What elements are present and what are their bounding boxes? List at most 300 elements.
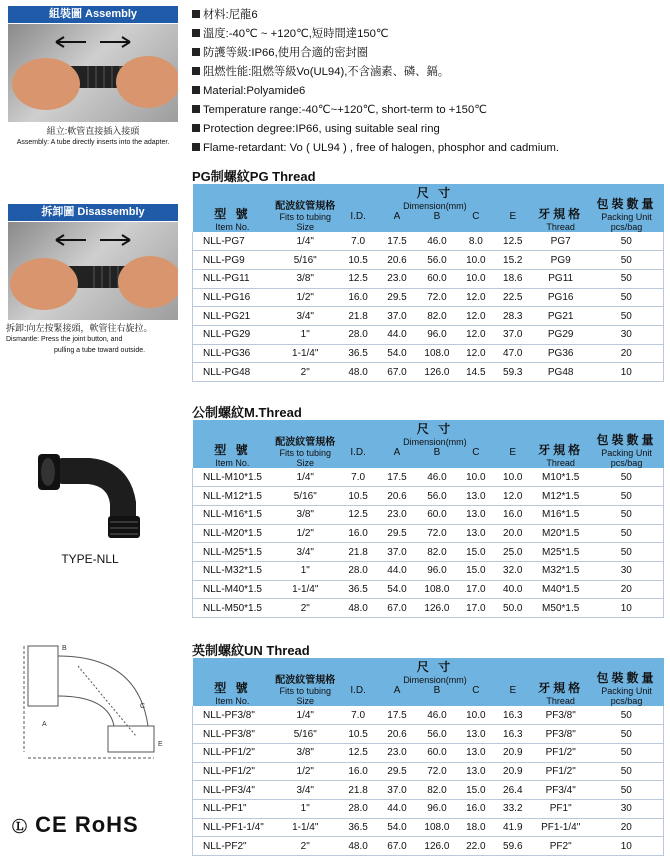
cell-tube-size: 3/4" [272, 307, 338, 326]
cell-tube-size: 2" [272, 599, 338, 618]
cell-dim-id: 7.0 [338, 232, 378, 251]
m-thread-table [192, 420, 664, 618]
cell-item-no: NLL-PF1-1/4" [193, 818, 273, 837]
cell-dim-b: 60.0 [416, 743, 458, 762]
cell-dim-b: 108.0 [416, 818, 458, 837]
cell-tube-size: 3/8" [272, 743, 338, 762]
cell-dim-b: 96.0 [416, 561, 458, 580]
table-row [193, 706, 664, 725]
header-packing: 包裝數量 Packing Unit pcs/bag [590, 420, 664, 468]
header-e: E [494, 685, 532, 706]
cell-tube-size: 3/8" [272, 269, 338, 288]
table-row [193, 599, 664, 618]
cell-dim-c: 10.0 [458, 468, 494, 487]
bullet-square-icon [192, 29, 200, 37]
cell-packing: 20 [590, 818, 664, 837]
cell-packing: 10 [590, 837, 664, 856]
cell-dim-c: 16.0 [458, 799, 494, 818]
cell-dim-c: 13.0 [458, 725, 494, 744]
cell-thread: PF1/2" [532, 743, 590, 762]
cell-packing: 30 [590, 325, 664, 344]
cell-dim-e: 10.0 [494, 468, 532, 487]
table-row [193, 524, 664, 543]
header-c: C [458, 211, 494, 232]
un-thread-title: 英制螺紋UN Thread [192, 643, 310, 658]
cell-dim-e: 20.0 [494, 524, 532, 543]
cell-dim-b: 72.0 [416, 524, 458, 543]
cell-dim-a: 44.0 [378, 799, 416, 818]
spec-item: 阻燃性能:阻燃等級Vo(UL94),不含滷素、磷、鎘。 [192, 63, 662, 82]
cell-item-no: NLL-PF1" [193, 799, 273, 818]
cell-dim-a: 67.0 [378, 837, 416, 856]
cell-dim-a: 29.5 [378, 288, 416, 307]
cell-item-no: NLL-PF3/8" [193, 706, 273, 725]
cell-dim-id: 16.0 [338, 524, 378, 543]
cell-dim-id: 28.0 [338, 799, 378, 818]
cell-tube-size: 5/16" [272, 251, 338, 270]
cell-dim-e: 20.9 [494, 743, 532, 762]
header-fits: 配波紋管規格 Fits to tubing Size [272, 420, 338, 468]
table-row [193, 307, 664, 326]
cell-thread: M20*1.5 [532, 524, 590, 543]
cell-thread: PF3/8" [532, 725, 590, 744]
drawing-label-a: A [42, 721, 47, 728]
cell-dim-a: 67.0 [378, 363, 416, 382]
cell-thread: PF1/2" [532, 762, 590, 781]
cell-dim-c: 12.0 [458, 325, 494, 344]
cell-dim-c: 13.0 [458, 505, 494, 524]
cell-dim-id: 16.0 [338, 288, 378, 307]
bullet-square-icon [192, 105, 200, 113]
cell-thread: M12*1.5 [532, 487, 590, 506]
header-dimension: 尺 寸 Dimension(mm) [338, 184, 532, 211]
cell-dim-id: 28.0 [338, 325, 378, 344]
cell-dim-b: 108.0 [416, 580, 458, 599]
cell-dim-id: 48.0 [338, 363, 378, 382]
table-row [193, 781, 664, 800]
table-row [193, 344, 664, 363]
header-id: I.D. [338, 685, 378, 706]
cell-dim-id: 10.5 [338, 251, 378, 270]
cell-thread: PG7 [532, 232, 590, 251]
cell-thread: PF1" [532, 799, 590, 818]
header-item: 型 號 Item No. [193, 658, 273, 706]
table-row [193, 363, 664, 382]
header-dimension: 尺 寸 Dimension(mm) [338, 658, 532, 685]
cell-dim-id: 21.8 [338, 781, 378, 800]
table-row [193, 580, 664, 599]
cell-dim-a: 37.0 [378, 307, 416, 326]
header-a: A [378, 447, 416, 468]
cell-tube-size: 1/2" [272, 524, 338, 543]
cell-item-no: NLL-M50*1.5 [193, 599, 273, 618]
header-thread: 牙規格 Thread [532, 658, 590, 706]
cell-dim-id: 10.5 [338, 725, 378, 744]
cell-packing: 50 [590, 543, 664, 562]
cell-tube-size: 2" [272, 837, 338, 856]
cell-packing: 50 [590, 251, 664, 270]
certification-marks [12, 812, 139, 838]
cell-dim-b: 46.0 [416, 232, 458, 251]
cell-packing: 20 [590, 344, 664, 363]
cell-dim-c: 12.0 [458, 307, 494, 326]
header-packing: 包裝數量 Packing Unit pcs/bag [590, 658, 664, 706]
table-row [193, 543, 664, 562]
table-row [193, 837, 664, 856]
header-item: 型 號 Item No. [193, 184, 273, 232]
cell-thread: PG11 [532, 269, 590, 288]
cell-dim-b: 82.0 [416, 781, 458, 800]
cell-dim-id: 36.5 [338, 344, 378, 363]
cell-dim-a: 17.5 [378, 232, 416, 251]
cell-tube-size: 1" [272, 799, 338, 818]
cell-dim-e: 16.3 [494, 706, 532, 725]
cell-thread: PF1-1/4" [532, 818, 590, 837]
cell-dim-b: 56.0 [416, 487, 458, 506]
cell-dim-id: 28.0 [338, 561, 378, 580]
cell-packing: 30 [590, 561, 664, 580]
disassembly-illustration [8, 222, 178, 320]
table-row [193, 325, 664, 344]
bullet-square-icon [192, 48, 200, 56]
cell-packing: 50 [590, 307, 664, 326]
cell-dim-id: 48.0 [338, 837, 378, 856]
cell-dim-c: 12.0 [458, 288, 494, 307]
table-row [193, 232, 664, 251]
disassembly-caption: 拆卸圖 Disassembly [8, 204, 178, 221]
cell-dim-a: 17.5 [378, 706, 416, 725]
cell-item-no: NLL-PG36 [193, 344, 273, 363]
cell-dim-e: 59.6 [494, 837, 532, 856]
cell-dim-b: 46.0 [416, 706, 458, 725]
cell-dim-c: 22.0 [458, 837, 494, 856]
cell-dim-c: 10.0 [458, 706, 494, 725]
cell-dim-id: 7.0 [338, 468, 378, 487]
cell-item-no: NLL-PG7 [193, 232, 273, 251]
cell-packing: 50 [590, 524, 664, 543]
cell-dim-a: 44.0 [378, 561, 416, 580]
cell-dim-e: 33.2 [494, 799, 532, 818]
cell-dim-a: 29.5 [378, 762, 416, 781]
type-label: TYPE-NLL [61, 552, 119, 566]
cell-dim-b: 96.0 [416, 325, 458, 344]
disassembly-note-en1: Dismantle: Press the joint button, and [6, 336, 123, 343]
cell-dim-c: 13.0 [458, 762, 494, 781]
cell-tube-size: 5/16" [272, 487, 338, 506]
cell-thread: M40*1.5 [532, 580, 590, 599]
cell-item-no: NLL-PG9 [193, 251, 273, 270]
cell-packing: 50 [590, 232, 664, 251]
cell-dim-e: 16.3 [494, 725, 532, 744]
cell-dim-id: 12.5 [338, 505, 378, 524]
cell-dim-e: 40.0 [494, 580, 532, 599]
cell-dim-c: 17.0 [458, 580, 494, 599]
cell-item-no: NLL-M25*1.5 [193, 543, 273, 562]
drawing-label-b: B [62, 645, 67, 652]
spec-item: 材料:尼龍6 [192, 6, 662, 25]
cell-tube-size: 5/16" [272, 725, 338, 744]
assembly-note [2, 126, 184, 148]
cell-tube-size: 1-1/4" [272, 818, 338, 837]
cell-dim-b: 82.0 [416, 543, 458, 562]
cell-dim-e: 50.0 [494, 599, 532, 618]
cell-thread: PG21 [532, 307, 590, 326]
cell-dim-c: 14.5 [458, 363, 494, 382]
cell-dim-c: 15.0 [458, 561, 494, 580]
cell-dim-e: 20.9 [494, 762, 532, 781]
header-thread: 牙規格 Thread [532, 420, 590, 468]
cell-dim-e: 25.0 [494, 543, 532, 562]
cell-dim-e: 12.0 [494, 487, 532, 506]
header-e: E [494, 447, 532, 468]
cell-item-no: NLL-M10*1.5 [193, 468, 273, 487]
cell-dim-id: 12.5 [338, 743, 378, 762]
cell-thread: PG9 [532, 251, 590, 270]
cell-dim-c: 10.0 [458, 269, 494, 288]
cell-dim-a: 23.0 [378, 269, 416, 288]
cell-item-no: NLL-PG16 [193, 288, 273, 307]
spec-list [192, 6, 662, 158]
cell-dim-c: 17.0 [458, 599, 494, 618]
table-row [193, 269, 664, 288]
header-b: B [416, 211, 458, 232]
cell-tube-size: 1-1/4" [272, 580, 338, 599]
cell-item-no: NLL-M16*1.5 [193, 505, 273, 524]
cell-item-no: NLL-PG11 [193, 269, 273, 288]
header-c: C [458, 685, 494, 706]
spec-item: Protection degree:IP66, using suitable seal ring [192, 120, 662, 139]
cell-dim-b: 72.0 [416, 288, 458, 307]
spec-item: Flame-retardant: Vo ( UL94 ) , free of halogen, phosphor and cadmium. [192, 139, 662, 158]
cell-packing: 50 [590, 706, 664, 725]
bullet-square-icon [192, 86, 200, 94]
header-b: B [416, 447, 458, 468]
header-b: B [416, 685, 458, 706]
cell-dim-a: 20.6 [378, 487, 416, 506]
cell-item-no: NLL-M12*1.5 [193, 487, 273, 506]
cell-packing: 50 [590, 505, 664, 524]
cell-packing: 10 [590, 599, 664, 618]
left-column [0, 0, 185, 860]
cell-dim-b: 126.0 [416, 837, 458, 856]
cell-dim-a: 20.6 [378, 725, 416, 744]
header-fits: 配波紋管規格 Fits to tubing Size [272, 184, 338, 232]
table-row [193, 743, 664, 762]
header-packing: 包裝數量 Packing Unit pcs/bag [590, 184, 664, 232]
disassembly-note [6, 323, 184, 356]
cell-dim-b: 126.0 [416, 363, 458, 382]
header-id: I.D. [338, 447, 378, 468]
cell-dim-id: 36.5 [338, 818, 378, 837]
disassembly-note-cn: 拆卸:向左按緊接頭，軟管往右旋拉。 [6, 323, 153, 333]
m-thread-title: 公制螺紋M.Thread [192, 405, 302, 420]
cell-dim-a: 23.0 [378, 743, 416, 762]
header-thread: 牙規格 Thread [532, 184, 590, 232]
cell-item-no: NLL-M32*1.5 [193, 561, 273, 580]
cell-dim-b: 72.0 [416, 762, 458, 781]
cell-dim-b: 46.0 [416, 468, 458, 487]
cell-packing: 50 [590, 288, 664, 307]
cell-dim-e: 32.0 [494, 561, 532, 580]
bullet-square-icon [192, 67, 200, 75]
cell-dim-b: 56.0 [416, 725, 458, 744]
cell-dim-a: 54.0 [378, 344, 416, 363]
cell-tube-size: 2" [272, 363, 338, 382]
cell-packing: 50 [590, 468, 664, 487]
assembly-note-cn: 組立:軟管直接插入接頭 [46, 126, 140, 136]
cell-dim-a: 17.5 [378, 468, 416, 487]
cell-thread: PF2" [532, 837, 590, 856]
cell-dim-b: 82.0 [416, 307, 458, 326]
cell-tube-size: 1" [272, 325, 338, 344]
cell-dim-e: 16.0 [494, 505, 532, 524]
cell-dim-id: 16.0 [338, 762, 378, 781]
table-row [193, 487, 664, 506]
cell-dim-b: 56.0 [416, 251, 458, 270]
bullet-square-icon [192, 143, 200, 151]
assembly-illustration [8, 24, 178, 122]
header-a: A [378, 211, 416, 232]
pg-thread-title: PG制螺紋PG Thread [192, 169, 316, 184]
cell-item-no: NLL-PF2" [193, 837, 273, 856]
cell-thread: PF3/4" [532, 781, 590, 800]
cell-tube-size: 1/4" [272, 706, 338, 725]
table-row [193, 561, 664, 580]
cell-dim-c: 13.0 [458, 487, 494, 506]
header-c: C [458, 447, 494, 468]
cell-dim-c: 15.0 [458, 781, 494, 800]
header-id: I.D. [338, 211, 378, 232]
cell-dim-e: 12.5 [494, 232, 532, 251]
cell-packing: 50 [590, 781, 664, 800]
cell-dim-b: 60.0 [416, 269, 458, 288]
cell-thread: M25*1.5 [532, 543, 590, 562]
cell-packing: 10 [590, 363, 664, 382]
cell-dim-c: 15.0 [458, 543, 494, 562]
technical-drawing [18, 636, 178, 766]
cell-dim-a: 54.0 [378, 818, 416, 837]
cell-tube-size: 3/8" [272, 505, 338, 524]
cell-packing: 50 [590, 743, 664, 762]
table-row [193, 288, 664, 307]
cell-thread: PG16 [532, 288, 590, 307]
bullet-square-icon [192, 124, 200, 132]
pg-thread-table [192, 184, 664, 382]
cell-packing: 20 [590, 580, 664, 599]
table-row [193, 468, 664, 487]
elbow-fitting-photo [30, 440, 160, 545]
cell-tube-size: 1/2" [272, 288, 338, 307]
ul-mark-icon: Ⓛ [12, 818, 29, 836]
disassembly-photo [8, 222, 178, 320]
cell-dim-c: 13.0 [458, 743, 494, 762]
cell-packing: 50 [590, 487, 664, 506]
cell-dim-e: 28.3 [494, 307, 532, 326]
cell-tube-size: 1" [272, 561, 338, 580]
table-row [193, 762, 664, 781]
cell-dim-e: 37.0 [494, 325, 532, 344]
cell-item-no: NLL-PF3/8" [193, 725, 273, 744]
cell-dim-e: 47.0 [494, 344, 532, 363]
header-fits: 配波紋管規格 Fits to tubing Size [272, 658, 338, 706]
table-row [193, 505, 664, 524]
cell-dim-b: 126.0 [416, 599, 458, 618]
cell-thread: PG29 [532, 325, 590, 344]
cell-dim-id: 7.0 [338, 706, 378, 725]
cell-dim-id: 36.5 [338, 580, 378, 599]
spec-item: Material:Polyamide6 [192, 82, 662, 101]
cell-dim-id: 10.5 [338, 487, 378, 506]
header-a: A [378, 685, 416, 706]
drawing-label-c: C [140, 703, 146, 710]
cell-dim-e: 22.5 [494, 288, 532, 307]
cell-thread: PG48 [532, 363, 590, 382]
table-row [193, 725, 664, 744]
spec-item: Temperature range:-40℃~+120℃, short-term to +150℃ [192, 101, 662, 120]
header-dimension: 尺 寸 Dimension(mm) [338, 420, 532, 447]
cell-dim-c: 18.0 [458, 818, 494, 837]
cell-thread: M16*1.5 [532, 505, 590, 524]
cell-tube-size: 3/4" [272, 543, 338, 562]
cell-dim-e: 18.6 [494, 269, 532, 288]
cell-dim-a: 54.0 [378, 580, 416, 599]
assembly-note-en: Assembly: A tube directly inserts into the adapter. [16, 139, 170, 146]
cell-item-no: NLL-PF1/2" [193, 743, 273, 762]
assembly-caption: 組裝圖 Assembly [8, 6, 178, 23]
cell-thread: PF3/8" [532, 706, 590, 725]
cell-item-no: NLL-M20*1.5 [193, 524, 273, 543]
cell-tube-size: 1/2" [272, 762, 338, 781]
cell-packing: 30 [590, 799, 664, 818]
cell-dim-a: 23.0 [378, 505, 416, 524]
disassembly-note-en2: pulling a tube toward outside. [54, 347, 146, 354]
un-thread-table [192, 658, 664, 856]
table-row [193, 251, 664, 270]
cell-dim-e: 15.2 [494, 251, 532, 270]
cell-dim-a: 37.0 [378, 543, 416, 562]
cell-dim-e: 59.3 [494, 363, 532, 382]
cell-dim-b: 60.0 [416, 505, 458, 524]
cell-packing: 50 [590, 762, 664, 781]
cell-item-no: NLL-PG48 [193, 363, 273, 382]
cell-dim-e: 26.4 [494, 781, 532, 800]
drawing-label-e: E [158, 741, 163, 748]
spec-item: 溫度:-40℃ ~ +120℃,短時間達150℃ [192, 25, 662, 44]
cell-thread: M10*1.5 [532, 468, 590, 487]
cell-dim-b: 96.0 [416, 799, 458, 818]
cell-tube-size: 3/4" [272, 781, 338, 800]
cell-dim-id: 21.8 [338, 543, 378, 562]
cell-tube-size: 1/4" [272, 232, 338, 251]
cell-item-no: NLL-PF3/4" [193, 781, 273, 800]
cell-dim-id: 21.8 [338, 307, 378, 326]
cell-dim-a: 44.0 [378, 325, 416, 344]
cell-packing: 50 [590, 269, 664, 288]
table-row [193, 818, 664, 837]
cell-tube-size: 1-1/4" [272, 344, 338, 363]
cell-dim-a: 20.6 [378, 251, 416, 270]
cell-dim-c: 8.0 [458, 232, 494, 251]
assembly-photo [8, 24, 178, 122]
header-e: E [494, 211, 532, 232]
cell-dim-a: 37.0 [378, 781, 416, 800]
bullet-square-icon [192, 10, 200, 18]
cell-tube-size: 1/4" [272, 468, 338, 487]
cell-item-no: NLL-PF1/2" [193, 762, 273, 781]
cell-dim-a: 29.5 [378, 524, 416, 543]
cell-item-no: NLL-M40*1.5 [193, 580, 273, 599]
spec-item: 防護等級:IP66,使用合適的密封圈 [192, 44, 662, 63]
